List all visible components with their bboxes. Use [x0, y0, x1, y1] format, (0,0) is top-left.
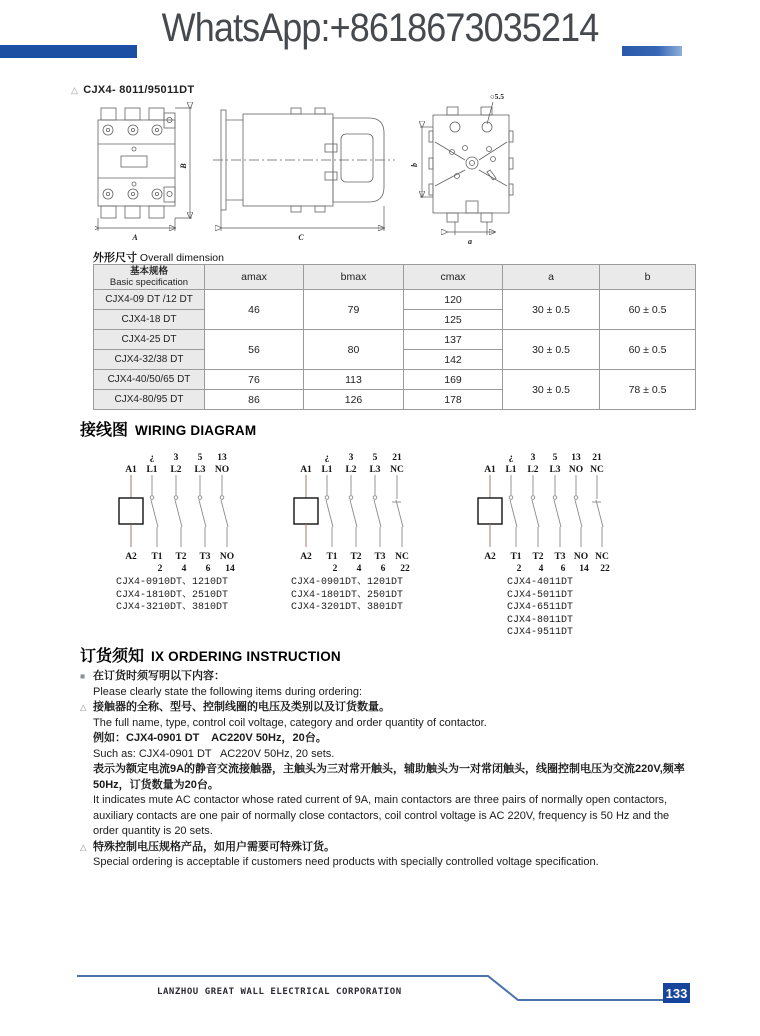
pole-number-top: 3 — [348, 453, 354, 463]
model-code: CJX4-1810DT、2510DT — [116, 589, 229, 601]
diagram-model-list — [116, 577, 228, 615]
pole-label-top: L1 — [505, 465, 517, 475]
cell-bmax: 79 — [304, 290, 404, 330]
dimension-table-title-cn: 外形尺寸 — [93, 252, 137, 264]
pole-label-top: L2 — [527, 465, 539, 475]
cell-model: CJX4-80/95 DT — [94, 390, 205, 410]
pole-label-bottom: T1 — [326, 552, 338, 562]
square-bullet-icon: ■ — [80, 671, 86, 681]
header-a: a — [503, 265, 600, 290]
decor-bar-right — [622, 46, 682, 56]
ordering-line-text: 接触器的全称、型号、控制线圈的电压及类别以及订货数量。 — [93, 701, 390, 713]
pole-number-top: ¿ — [508, 453, 514, 463]
cell-cmax: 137 — [404, 330, 503, 350]
coil-terminal-label: A1 — [300, 465, 312, 475]
cell-bmax: 113 — [304, 370, 404, 390]
pole-label-top: L2 — [345, 465, 357, 475]
table-row — [94, 330, 696, 350]
coil-terminal-label: A1 — [484, 465, 496, 475]
header-b: b — [600, 265, 696, 290]
table-header-row — [94, 265, 696, 290]
dim-label-a: a — [468, 237, 472, 246]
ordering-line-text: Special ordering is acceptable if customers need products with specially controlled voltage specification. — [93, 856, 599, 868]
pole-label-top: NC — [390, 465, 404, 475]
pole-label-top: L2 — [170, 465, 182, 475]
cell-amax: 56 — [205, 330, 304, 370]
ordering-instructions — [80, 669, 698, 871]
ordering-line — [80, 685, 698, 701]
ordering-section-title — [80, 643, 341, 666]
whatsapp-contact: WhatsApp:+8618673035214 — [161, 6, 599, 50]
cell-amax: 76 — [205, 370, 304, 390]
triangle-bullet-icon: △ — [80, 702, 87, 712]
ordering-line-text: auxiliary contacts are one pair of normally close contactors, coil control voltage is AC 220V, frequency is 50 Hz and the — [93, 809, 670, 822]
model-code: CJX4-3210DT、3810DT — [116, 602, 229, 613]
model-code: CJX4-1801DT、2501DT — [291, 589, 404, 601]
pole-label-bottom: T3 — [554, 552, 566, 562]
cell-amax: 46 — [205, 290, 304, 330]
ordering-line — [80, 793, 698, 809]
pole-label-bottom: T2 — [532, 552, 544, 562]
cell-b: 60 ± 0.5 — [600, 330, 696, 370]
dimension-table-title — [93, 249, 224, 265]
coil-box — [478, 498, 502, 524]
pole-number-top: 21 — [592, 453, 602, 463]
pole-number-top: 5 — [552, 453, 558, 463]
ordering-line — [80, 700, 698, 716]
pole-label-bottom: NO — [219, 552, 235, 562]
cell-model: CJX4-40/50/65 DT — [94, 370, 205, 390]
header-cmax: cmax — [404, 265, 503, 290]
cell-a: 30 ± 0.5 — [503, 290, 600, 330]
pole-label-top: NC — [590, 465, 604, 475]
dimension-table — [93, 264, 696, 410]
ordering-line — [80, 824, 698, 840]
table-row — [94, 290, 696, 310]
model-code: CJX4-3201DT、3801DT — [291, 602, 404, 613]
pole-label-top: L3 — [369, 465, 381, 475]
header-basic-spec — [94, 265, 205, 290]
page-number: 133 — [665, 986, 688, 1001]
ordering-title-en: IX ORDERING INSTRUCTION — [151, 649, 341, 664]
pole-number-bottom: 4 — [538, 564, 544, 574]
triangle-bullet-icon: △ — [80, 841, 87, 852]
pole-label-bottom: T1 — [510, 552, 522, 562]
pole-number-bottom: 6 — [205, 564, 211, 574]
coil-terminal-label: A2 — [484, 552, 496, 562]
ordering-line-text: 在订货时须写明以下内容： — [93, 670, 225, 682]
wiring-title-cn: 接线图 — [80, 422, 129, 439]
ordering-title-cn: 订货须知 — [80, 648, 145, 665]
cell-bmax: 126 — [304, 390, 404, 410]
model-code: CJX4-0910DT、1210DT — [116, 577, 229, 588]
cell-model: CJX4-32/38 DT — [94, 350, 205, 370]
pole-number-bottom: 14 — [579, 564, 589, 574]
wiring-section-title — [80, 417, 256, 440]
pole-number-top: 13 — [571, 453, 581, 463]
pole-number-bottom: 2 — [157, 564, 163, 574]
pole-label-top: L1 — [146, 465, 158, 475]
header-amax: amax — [205, 265, 304, 290]
product-code-text: CJX4- 8011/95011DT — [83, 84, 195, 96]
decor-bar-left — [0, 45, 137, 58]
pole-label-bottom: NC — [395, 552, 409, 562]
pole-label-top: L3 — [194, 465, 206, 475]
pole-number-bottom: 6 — [380, 564, 386, 574]
pole-number-top: 3 — [530, 453, 536, 463]
pole-number-top: 13 — [217, 453, 227, 463]
cell-cmax: 178 — [404, 390, 503, 410]
dim-label-b: b — [410, 163, 419, 167]
cell-cmax: 169 — [404, 370, 503, 390]
coil-box — [119, 498, 143, 524]
model-code: CJX4-0901DT、1201DT — [291, 577, 404, 588]
diagram-model-list — [507, 577, 573, 640]
front-view-drawing — [98, 108, 192, 242]
hole-diameter-label: ○5.5 — [490, 92, 504, 101]
pole-label-top: L3 — [549, 465, 561, 475]
pole-number-top: 5 — [197, 453, 203, 463]
ordering-line — [80, 855, 698, 871]
pole-number-bottom: 2 — [516, 564, 522, 574]
pole-label-bottom: T2 — [175, 552, 187, 562]
wiring-diagram — [289, 448, 439, 576]
triangle-bullet-icon: △ — [71, 85, 79, 95]
ordering-line — [80, 809, 698, 825]
mounting-view-drawing — [410, 92, 513, 246]
ordering-line — [80, 762, 698, 778]
pole-label-top: NO — [214, 465, 230, 475]
wiring-title-en: WIRING DIAGRAM — [135, 423, 257, 438]
cell-model: CJX4-25 DT — [94, 330, 205, 350]
pole-number-bottom: 14 — [225, 564, 235, 574]
pole-label-top: L1 — [321, 465, 333, 475]
coil-box — [294, 498, 318, 524]
coil-terminal-label: A2 — [300, 552, 312, 562]
pole-number-top: ¿ — [149, 453, 155, 463]
model-code: CJX4-5011DT — [507, 589, 574, 601]
ordering-line-text: 例如：CJX4-0901 DT AC220V 50Hz，20台。 — [93, 732, 327, 744]
cell-cmax: 142 — [404, 350, 503, 370]
model-code: CJX4-6511DT — [507, 602, 574, 613]
pole-number-bottom: 4 — [356, 564, 362, 574]
cell-a: 30 ± 0.5 — [503, 370, 600, 410]
ordering-line-text: 特殊控制电压规格产品，如用户需要可特殊订货。 — [93, 840, 335, 853]
pole-label-top: NO — [568, 465, 584, 475]
pole-label-bottom: T1 — [151, 552, 163, 562]
ordering-line — [80, 747, 698, 763]
cell-cmax: 120 — [404, 290, 503, 310]
cell-cmax: 125 — [404, 310, 503, 330]
pole-label-bottom: T2 — [350, 552, 362, 562]
dim-label-B: B — [179, 163, 188, 169]
cell-b: 60 ± 0.5 — [600, 290, 696, 330]
wiring-diagram — [114, 448, 264, 576]
ordering-line-text: It indicates mute AC contactor whose rated current of 9A, main contactors are three pairs of normally open contactors, — [93, 794, 668, 806]
pole-number-top: 21 — [392, 453, 402, 463]
pole-number-bottom: 22 — [600, 564, 610, 574]
wiring-diagram — [473, 448, 623, 576]
pole-label-bottom: NO — [573, 552, 589, 562]
cell-model: CJX4-09 DT /12 DT — [94, 290, 205, 310]
model-code: CJX4-9511DT — [507, 627, 574, 638]
ordering-line-text: order quantity is 20 sets. — [93, 825, 213, 837]
model-code: CJX4-4011DT — [507, 577, 574, 588]
diagram-model-list — [291, 577, 403, 615]
cell-amax: 86 — [205, 390, 304, 410]
dim-label-A: A — [132, 233, 138, 242]
pole-number-bottom: 2 — [332, 564, 338, 574]
ordering-line-text: The full name, type, control coil voltage, category and order quantity of contactor. — [93, 716, 487, 729]
dimension-drawings — [95, 86, 525, 248]
header-basic-spec-en: Basic specification — [109, 277, 189, 288]
ordering-line — [80, 669, 698, 685]
cell-model: CJX4-18 DT — [94, 310, 205, 330]
pole-number-top: 5 — [372, 453, 378, 463]
ordering-line-text: Such as: CJX4-0901 DT AC220V 50Hz, 20 sets. — [93, 747, 335, 760]
table-row — [94, 370, 696, 390]
ordering-line — [80, 716, 698, 732]
ordering-line — [80, 778, 698, 794]
ordering-line — [80, 731, 698, 747]
ordering-line-text: 表示为额定电流9A的静音交流接触器，主触头为三对常开触头，辅助触头为一对常闭触头，线圈控制电压为交流220V,频率 — [93, 763, 685, 775]
pole-label-bottom: NC — [595, 552, 609, 562]
pole-number-bottom: 4 — [181, 564, 187, 574]
ordering-line-text: Please clearly state the following items during ordering: — [93, 685, 363, 698]
pole-number-bottom: 6 — [560, 564, 566, 574]
side-view-drawing — [213, 108, 395, 242]
ordering-line-text: 50Hz，订货数量为20台。 — [93, 778, 219, 791]
dimension-table-title-en: Overall dimension — [137, 252, 224, 264]
cell-bmax: 80 — [304, 330, 404, 370]
pole-number-bottom: 22 — [400, 564, 410, 574]
pole-number-top: 3 — [173, 453, 179, 463]
model-code: CJX4-8011DT — [507, 614, 574, 626]
cell-b: 78 ± 0.5 — [600, 370, 696, 410]
coil-terminal-label: A1 — [125, 465, 137, 475]
company-name: LANZHOU GREAT WALL ELECTRICAL CORPORATION — [157, 987, 402, 997]
coil-terminal-label: A2 — [125, 552, 137, 562]
cell-a: 30 ± 0.5 — [503, 330, 600, 370]
ordering-line — [80, 840, 698, 856]
pole-number-top: ¿ — [324, 453, 330, 463]
pole-label-bottom: T3 — [374, 552, 386, 562]
header-bmax: bmax — [304, 265, 404, 290]
header-basic-spec-cn: 基本规格 — [129, 266, 168, 277]
dim-label-C: C — [298, 233, 304, 242]
pole-label-bottom: T3 — [199, 552, 211, 562]
